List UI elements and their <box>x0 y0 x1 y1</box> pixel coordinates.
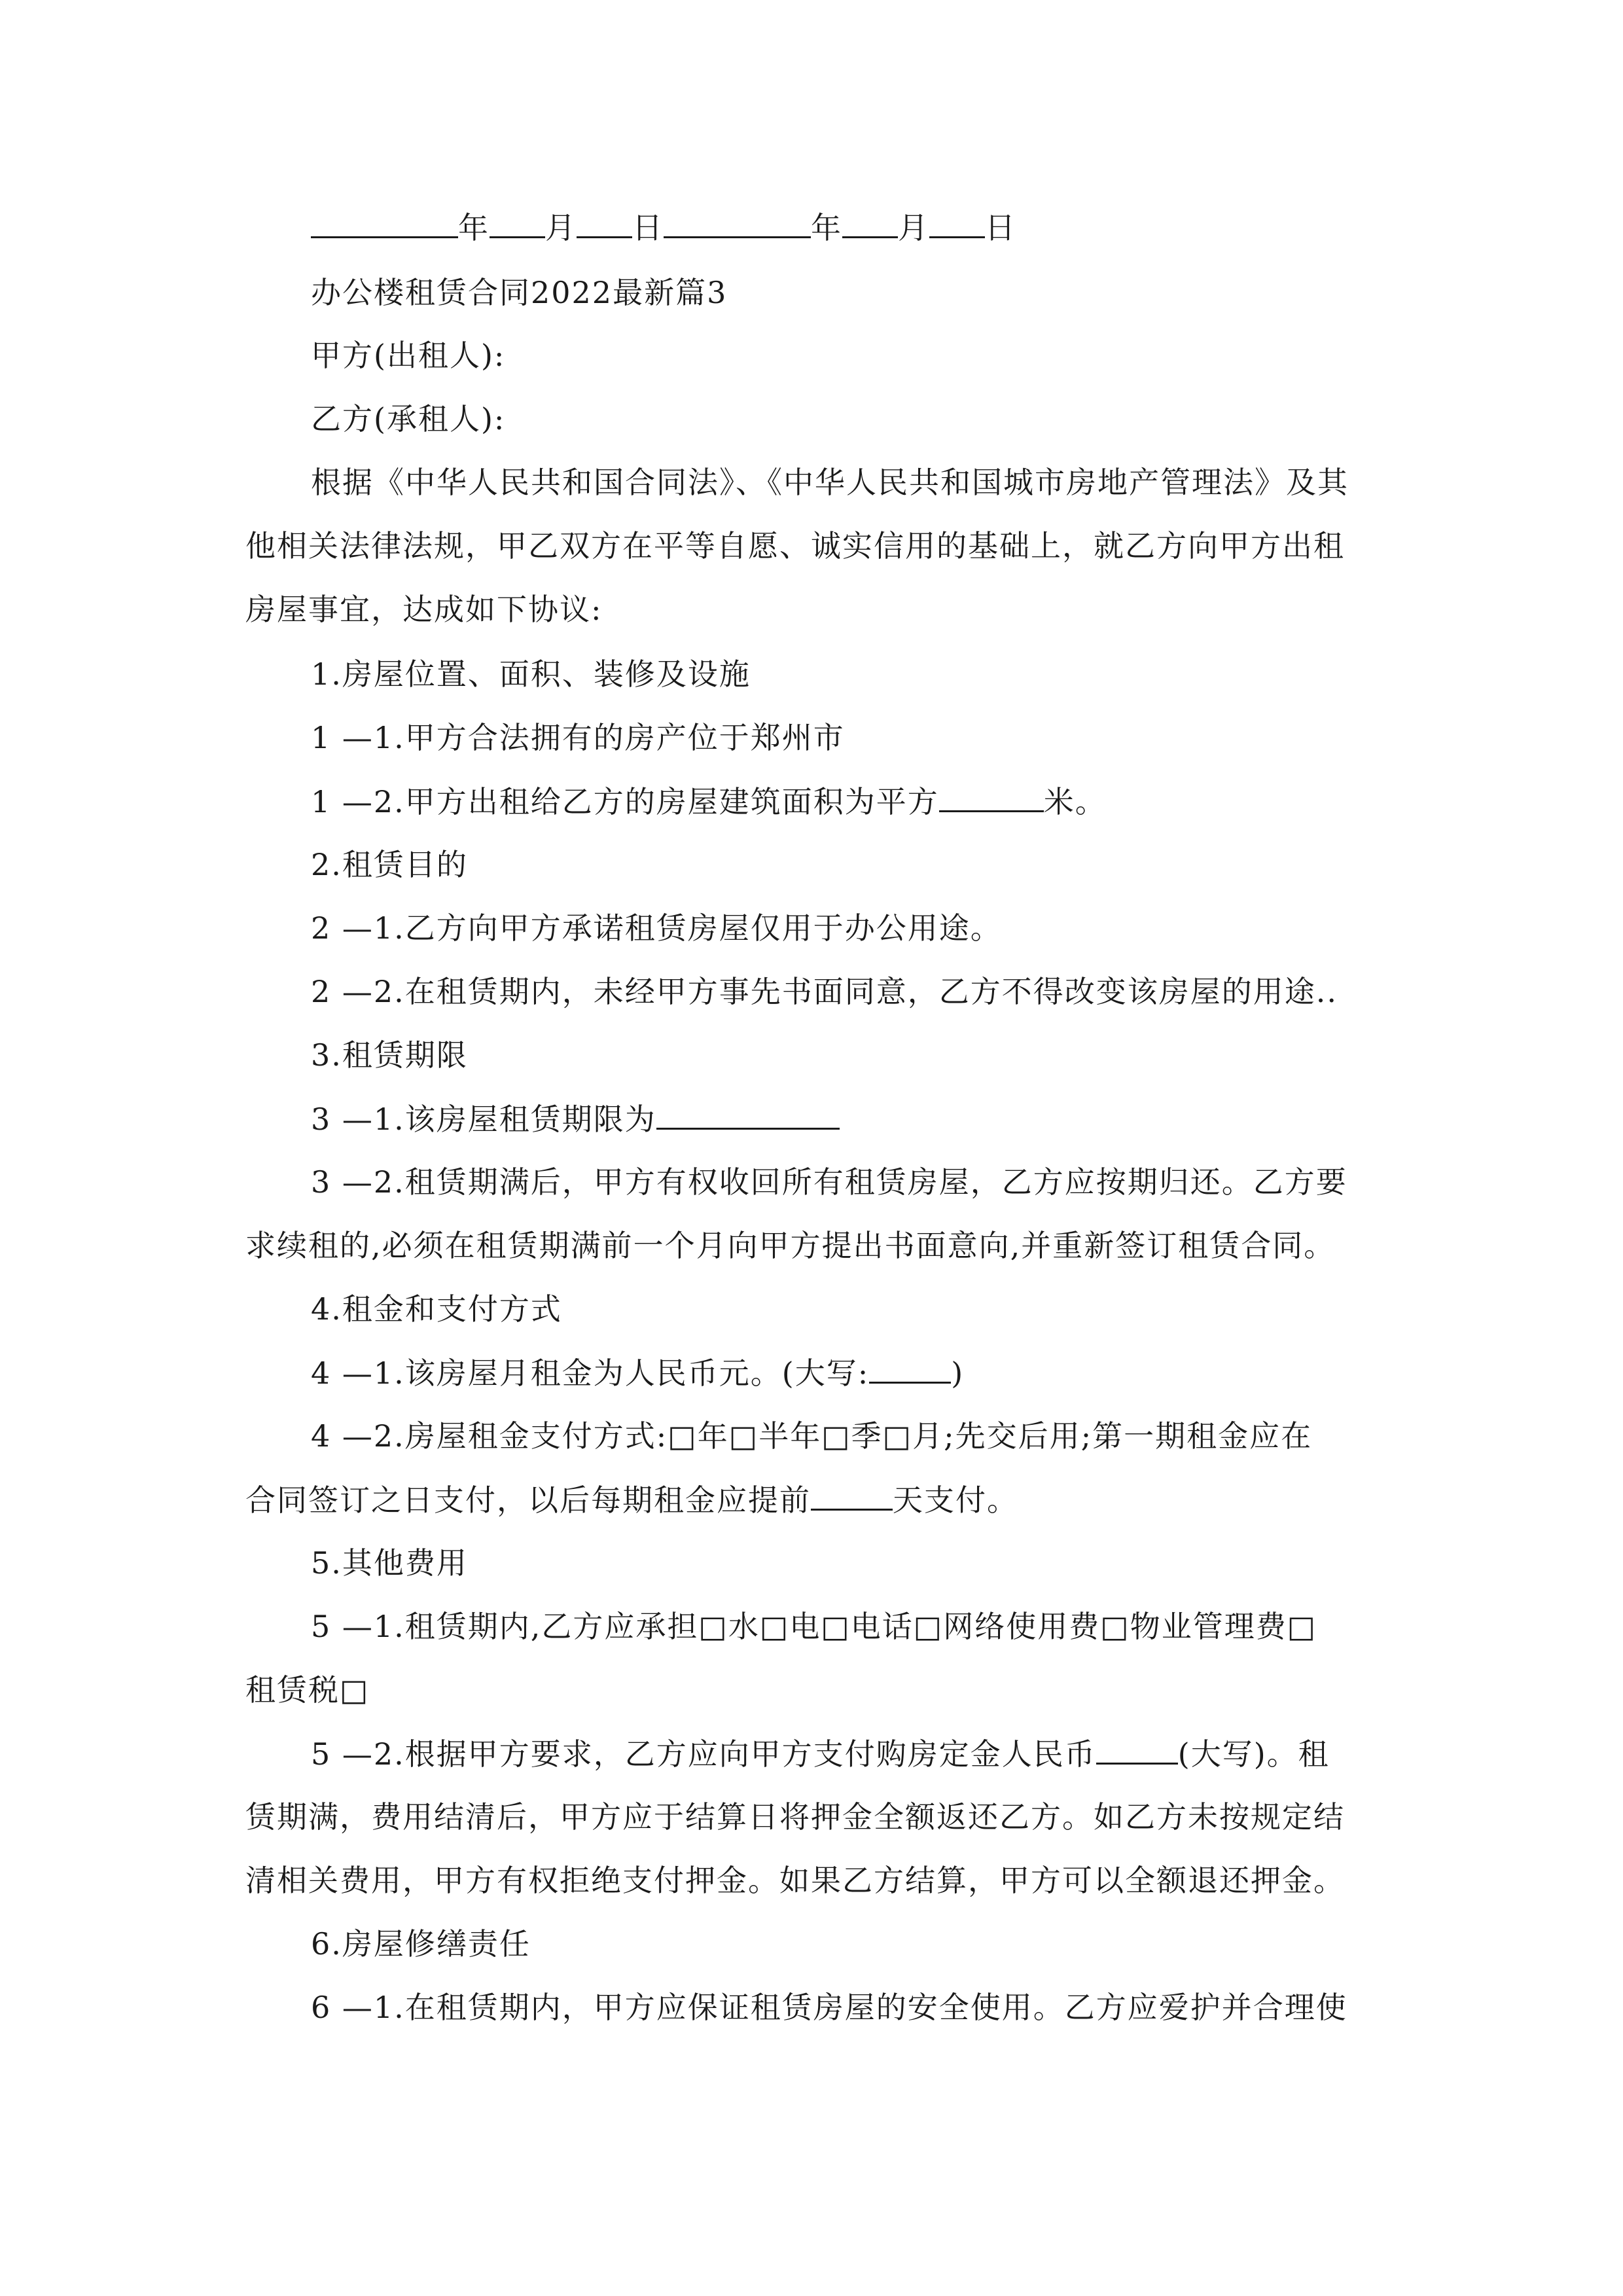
clause: 1 —1.甲方合法拥有的房产位于郑州市 <box>311 720 845 755</box>
section-heading: 3.租赁期限 <box>311 1037 468 1073</box>
clause: 2 —1.乙方向甲方承诺租赁房屋仅用于办公用途。 <box>311 910 1002 946</box>
blank-year-1 <box>311 207 458 238</box>
clause-continuation: 清相关费用，甲方有权拒绝支付押金。如果乙方结算，甲方可以全额退还押金。 <box>245 1863 1345 1898</box>
blank-days <box>811 1480 893 1511</box>
blank-month-2 <box>842 207 898 238</box>
party-a-label: 甲方(出租人): <box>311 338 506 373</box>
intro-paragraph-line: 根据《中华人民共和国合同法》、《中华人民共和国城市房地产管理法》及其 <box>311 465 1349 500</box>
blank-lease-term <box>656 1099 840 1130</box>
intro-paragraph-line: 他相关法律法规，甲乙双方在平等自愿、诚实信用的基础上，就乙方向甲方出租 <box>245 528 1345 564</box>
clause: 3 —1.该房屋租赁期限为 <box>311 1099 840 1139</box>
blank-area <box>939 781 1044 812</box>
blank-day-1 <box>577 207 632 238</box>
section-heading: 1.房屋位置、面积、装修及设施 <box>311 656 751 692</box>
clause: 4 —2.房屋租金支付方式:□年□半年□季□月;先交后用;第一期租金应在 <box>311 1418 1313 1454</box>
clause: 6 —1.在租赁期内，甲方应保证租赁房屋的安全使用。乙方应爱护并合理使 <box>311 1990 1347 2025</box>
blank-day-2 <box>929 207 985 238</box>
section-heading: 5.其他费用 <box>311 1545 468 1581</box>
signature-date-line: 年 月 日 年 月 日 <box>311 207 1016 247</box>
blank-deposit <box>1096 1734 1178 1765</box>
clause: 4 —1.该房屋月租金为人民币元。(大写: ) <box>311 1353 964 1393</box>
intro-paragraph-line: 房屋事宜，达成如下协议: <box>245 592 603 627</box>
blank-year-2 <box>664 207 811 238</box>
clause: 5 —1.租赁期内,乙方应承担□水□电□电话□网络使用费□物业管理费□ <box>311 1609 1317 1644</box>
blank-rent-uppercase <box>869 1353 951 1384</box>
clause-continuation: 赁期满，费用结清后，甲方应于结算日将押金全额返还乙方。如乙方未按规定结 <box>245 1799 1345 1835</box>
section-heading: 4.租金和支付方式 <box>311 1291 562 1327</box>
clause: 5 —2.根据甲方要求，乙方应向甲方支付购房定金人民币 (大写)。租 <box>311 1734 1330 1774</box>
document-title: 办公楼租赁合同2022最新篇3 <box>311 275 728 310</box>
section-heading: 6.房屋修缮责任 <box>311 1926 531 1962</box>
party-b-label: 乙方(承租人): <box>311 401 506 437</box>
clause-continuation: 求续租的,必须在租赁期满前一个月向甲方提出书面意向,并重新签订租赁合同。 <box>245 1228 1336 1263</box>
blank-month-1 <box>490 207 545 238</box>
clause-continuation: 租赁税□ <box>245 1672 370 1708</box>
section-heading: 2.租赁目的 <box>311 847 468 882</box>
clause: 3 —2.租赁期满后，甲方有权收回所有租赁房屋，乙方应按期归还。乙方要 <box>311 1164 1347 1200</box>
clause: 1 —2.甲方出租给乙方的房屋建筑面积为平方 米。 <box>311 781 1107 821</box>
clause-continuation: 合同签订之日支付，以后每期租金应提前 天支付。 <box>245 1480 1018 1520</box>
clause: 2 —2.在租赁期内，未经甲方事先书面同意，乙方不得改变该房屋的用途.. <box>311 974 1338 1009</box>
